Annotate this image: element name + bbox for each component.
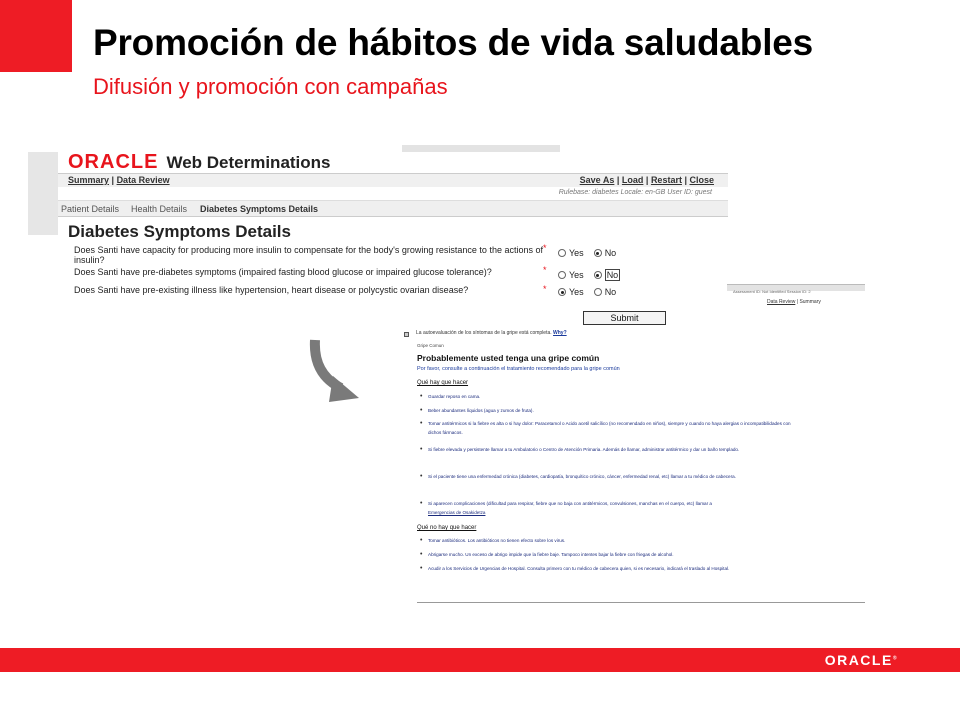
completion-message: La autoevaluación de los síntomas de la gripe está completa. Why? (416, 330, 567, 336)
submit-button[interactable]: Submit (583, 311, 666, 325)
bottom-divider (417, 602, 865, 603)
question-1-options: Yes No (558, 248, 626, 258)
data-review-link[interactable]: Data Review (767, 299, 796, 305)
list-item: • Tomar antitérmicos si la fiebre es alta o si hay dolor: Paracetamol o Acido acetil salicílico (no recomendado en niños), siempre y cuando no haya alergias o incompatibilidades con dichos fármacos. (428, 419, 798, 437)
list-item: • Si fiebre elevada y persistente llamar a tu Ambulatorio o Centro de Atención Primaria. Además de llamar, administrar antitérmico y dar un baño templado. (428, 445, 798, 454)
web-determinations-screenshot (28, 145, 728, 323)
tab-diabetes-symptoms-details[interactable]: Diabetes Symptoms Details (200, 204, 319, 214)
slide-subtitle: Difusión y promoción con campañas (93, 74, 448, 99)
oracle-logo: ORACLE (68, 151, 159, 173)
load-link[interactable]: Load (621, 175, 644, 185)
footer-bar (0, 648, 960, 672)
wd-nav-left: Summary | Data Review (68, 175, 170, 185)
required-mark: * (543, 284, 547, 294)
footer-oracle-logo: ORACLE® (824, 652, 898, 668)
wd-header (68, 151, 331, 174)
result-subheading: Por favor, consulte a continuación el tratamiento recomendado para la gripe común (417, 366, 620, 372)
radio-no[interactable] (594, 288, 602, 296)
list-item: • Si aparecen complicaciones (dificultad para respirar, fiebre que no baja con antitérmicos, convulsiones, manchas en el cuerpo, etc) llamar a Emergencias de Osakidetza (428, 499, 798, 517)
result-label: Gripe Comun (417, 343, 444, 348)
summary-link[interactable]: Summary (799, 299, 821, 305)
summary-link[interactable]: Summary (68, 175, 110, 185)
save-as-link[interactable]: Save As (579, 175, 615, 185)
radio-yes-selected[interactable] (558, 288, 566, 296)
slide-title: Promoción de hábitos de vida saludables (93, 22, 814, 63)
list-item: • Beber abundantes líquidos (agua y zumos de fruta). (428, 406, 798, 415)
required-mark: * (543, 243, 547, 253)
result-screenshot (400, 320, 870, 610)
list-item: • Si el paciente tiene una enfermedad crónica (diabetes, cardiopatía, bronquítico crónico, cáncer, enfermedad renal, etc) llamar a tu médico de cabecera. (428, 472, 798, 481)
curved-arrow-icon (305, 336, 375, 406)
radio-yes[interactable] (558, 249, 566, 257)
question-1: Does Santi have capacity for producing more insulin to compensate for the body's growing resistance to the actions of insulin? (74, 245, 543, 265)
required-mark: * (543, 265, 547, 275)
tab-health-details[interactable]: Health Details (131, 204, 188, 214)
checkbox-icon (404, 332, 409, 337)
question-2-options: Yes No (558, 269, 630, 281)
data-review-link[interactable]: Data Review (116, 175, 170, 185)
question-3-options: Yes No (558, 287, 626, 297)
result-header-strip (727, 284, 865, 312)
list-item: • Tomar antibióticos. Los antibióticos no tienen efecto sobre los virus. (428, 536, 798, 545)
tab-patient-details[interactable]: Patient Details (61, 204, 120, 214)
emergency-link[interactable]: Emergencias de Osakidetza (428, 510, 486, 515)
title-accent-block (0, 0, 72, 72)
rulebase-info: Rulebase: diabetes Locale: en-GB User ID: guest (558, 189, 712, 196)
wd-navbar (58, 173, 728, 187)
section-que-no-hacer: Qué no hay que hacer (417, 525, 477, 531)
wd-breadcrumb-tabs (58, 200, 728, 217)
wd-app-title: Web Determinations (166, 153, 331, 172)
result-heading: Probablemente usted tenga una gripe común (417, 353, 600, 363)
close-link[interactable]: Close (689, 175, 714, 185)
list-item: • Acudir a los Servicios de Urgencias de Hospital. Consulta primero con tu médico de cabecera quien, si es necesario, indicará el traslado al Hospital. (428, 564, 798, 573)
question-3: Does Santi have pre-existing illness like hypertension, heart disease or polycystic ovarian disease? (74, 285, 469, 295)
radio-yes[interactable] (558, 271, 566, 279)
question-2: Does Santi have pre-diabetes symptoms (impaired fasting blood glucose or impaired glucose tolerance)? (74, 267, 492, 277)
top-gray-strip (402, 145, 560, 152)
radio-no-selected[interactable] (594, 249, 602, 257)
page-title: Diabetes Symptoms Details (68, 222, 291, 241)
wd-nav-right: Save As | Load | Restart | Close (579, 175, 714, 185)
radio-no-selected[interactable] (594, 271, 602, 279)
session-info: Assessment ID: Not Identified Session ID: 2 (733, 289, 811, 294)
restart-link[interactable]: Restart (650, 175, 682, 185)
strip-links: Data Review | Summary (767, 299, 821, 305)
why-link[interactable]: Why? (553, 330, 567, 336)
list-item: • Guardar reposo en cama. (428, 392, 798, 401)
section-que-hacer: Qué hay que hacer (417, 380, 469, 386)
list-item: • Abrigarse mucho. Un exceso de abrigo impide que la fiebre baje. Tampoco intentes bajar la fiebre con friegas de alcohol. (428, 550, 798, 559)
left-gray-panel (28, 152, 58, 235)
